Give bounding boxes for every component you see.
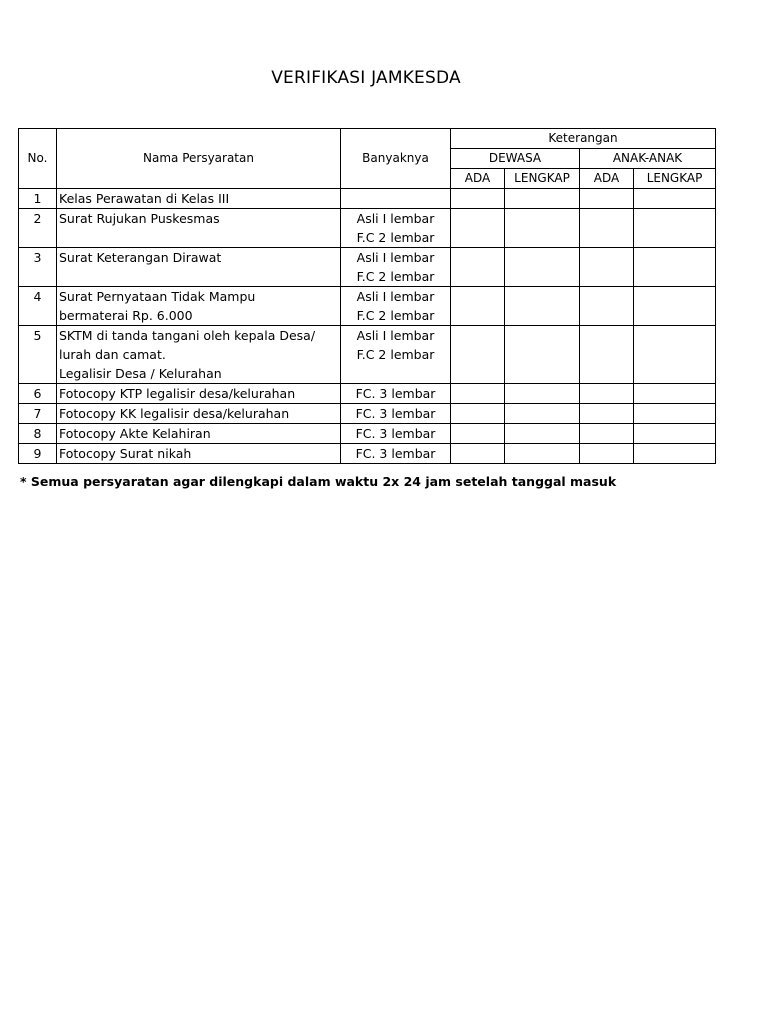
requirement-name-line: Kelas Perawatan di Kelas III	[59, 191, 230, 206]
table-row	[19, 384, 716, 404]
requirement-name-line: bermaterai Rp. 6.000	[59, 308, 193, 323]
row-number: 9	[19, 444, 57, 464]
dewasa-ada-cell	[451, 384, 505, 404]
dewasa-ada-cell	[451, 326, 505, 384]
requirement-name	[57, 424, 341, 444]
anak-lengkap-cell	[634, 384, 716, 404]
header-keterangan: Keterangan	[451, 129, 716, 149]
header-anak-anak: ANAK-ANAK	[580, 149, 716, 169]
quantity-line: Asli I lembar	[356, 211, 435, 226]
quantity-line: F.C 2 lembar	[356, 269, 435, 284]
requirement-name-line: Fotocopy Surat nikah	[59, 446, 192, 461]
header-no: No.	[19, 129, 57, 189]
header-dewasa-ada: ADA	[451, 169, 505, 189]
header-banyaknya: Banyaknya	[341, 129, 451, 189]
anak-ada-cell	[580, 209, 634, 248]
quantity-line: Asli I lembar	[356, 328, 435, 343]
table-row	[19, 404, 716, 424]
row-number: 1	[19, 189, 57, 209]
quantity-line: F.C 2 lembar	[356, 347, 435, 362]
dewasa-lengkap-cell	[505, 248, 580, 287]
anak-lengkap-cell	[634, 444, 716, 464]
dewasa-lengkap-cell	[505, 424, 580, 444]
anak-ada-cell	[580, 248, 634, 287]
requirement-name	[57, 189, 341, 209]
requirement-name-line: SKTM di tanda tangani oleh kepala Desa/	[59, 328, 316, 343]
row-number: 2	[19, 209, 57, 248]
quantity-line: FC. 3 lembar	[355, 426, 436, 441]
row-number: 3	[19, 248, 57, 287]
table-row	[19, 444, 716, 464]
requirement-name-line: Fotocopy KTP legalisir desa/kelurahan	[59, 386, 296, 401]
requirement-name-line: Legalisir Desa / Kelurahan	[59, 366, 222, 381]
table-row	[19, 209, 716, 248]
quantity-line: FC. 3 lembar	[355, 406, 436, 421]
quantity-line: Asli I lembar	[356, 289, 435, 304]
dewasa-lengkap-cell	[505, 189, 580, 209]
row-number: 8	[19, 424, 57, 444]
dewasa-lengkap-cell	[505, 404, 580, 424]
anak-lengkap-cell	[634, 287, 716, 326]
requirement-name-line: Surat Rujukan Puskesmas	[59, 211, 220, 226]
quantity	[341, 444, 451, 464]
anak-ada-cell	[580, 444, 634, 464]
requirement-name	[57, 248, 341, 287]
table-row	[19, 248, 716, 287]
quantity	[341, 404, 451, 424]
dewasa-lengkap-cell	[505, 326, 580, 384]
table-row	[19, 287, 716, 326]
requirement-name-line: Fotocopy KK legalisir desa/kelurahan	[59, 406, 290, 421]
quantity	[341, 326, 451, 384]
requirement-name	[57, 287, 341, 326]
anak-lengkap-cell	[634, 209, 716, 248]
quantity	[341, 424, 451, 444]
anak-ada-cell	[580, 424, 634, 444]
header-nama-persyaratan: Nama Persyaratan	[57, 129, 341, 189]
requirements-table	[18, 128, 716, 464]
table-body	[19, 189, 716, 464]
anak-ada-cell	[580, 384, 634, 404]
dewasa-lengkap-cell	[505, 444, 580, 464]
quantity-line: F.C 2 lembar	[356, 308, 435, 323]
quantity	[341, 384, 451, 404]
anak-lengkap-cell	[634, 404, 716, 424]
quantity-line: Asli I lembar	[356, 250, 435, 265]
requirement-name	[57, 209, 341, 248]
dewasa-ada-cell	[451, 248, 505, 287]
page-title: VERIFIKASI JAMKESDA	[271, 68, 461, 88]
anak-lengkap-cell	[634, 189, 716, 209]
quantity	[341, 248, 451, 287]
table-row	[19, 326, 716, 384]
table-row	[19, 189, 716, 209]
dewasa-ada-cell	[451, 209, 505, 248]
footnote: * Semua persyaratan agar dilengkapi dalam waktu 2x 24 jam setelah tanggal masuk	[20, 474, 617, 489]
requirement-name	[57, 384, 341, 404]
quantity	[341, 287, 451, 326]
row-number: 5	[19, 326, 57, 384]
header-dewasa-lengkap: LENGKAP	[505, 169, 580, 189]
anak-lengkap-cell	[634, 326, 716, 384]
dewasa-ada-cell	[451, 424, 505, 444]
row-number: 6	[19, 384, 57, 404]
dewasa-lengkap-cell	[505, 287, 580, 326]
anak-lengkap-cell	[634, 424, 716, 444]
row-number: 7	[19, 404, 57, 424]
dewasa-ada-cell	[451, 444, 505, 464]
dewasa-ada-cell	[451, 189, 505, 209]
requirement-name-line: Surat Keterangan Dirawat	[59, 250, 222, 265]
quantity-line: FC. 3 lembar	[355, 446, 436, 461]
requirement-name-line: Surat Pernyataan Tidak Mampu	[59, 289, 256, 304]
dewasa-ada-cell	[451, 287, 505, 326]
anak-ada-cell	[580, 404, 634, 424]
requirement-name	[57, 444, 341, 464]
dewasa-lengkap-cell	[505, 384, 580, 404]
header-anak-lengkap: LENGKAP	[634, 169, 716, 189]
quantity	[341, 189, 451, 209]
quantity-line: FC. 3 lembar	[355, 386, 436, 401]
table-row	[19, 424, 716, 444]
requirement-name	[57, 326, 341, 384]
anak-ada-cell	[580, 287, 634, 326]
header-anak-ada: ADA	[580, 169, 634, 189]
quantity	[341, 209, 451, 248]
anak-lengkap-cell	[634, 248, 716, 287]
requirement-name	[57, 404, 341, 424]
dewasa-lengkap-cell	[505, 209, 580, 248]
header-dewasa: DEWASA	[451, 149, 580, 169]
quantity-line: F.C 2 lembar	[356, 230, 435, 245]
requirement-name-line: lurah dan camat.	[59, 347, 166, 362]
anak-ada-cell	[580, 189, 634, 209]
dewasa-ada-cell	[451, 404, 505, 424]
requirement-name-line: Fotocopy Akte Kelahiran	[59, 426, 211, 441]
anak-ada-cell	[580, 326, 634, 384]
row-number: 4	[19, 287, 57, 326]
